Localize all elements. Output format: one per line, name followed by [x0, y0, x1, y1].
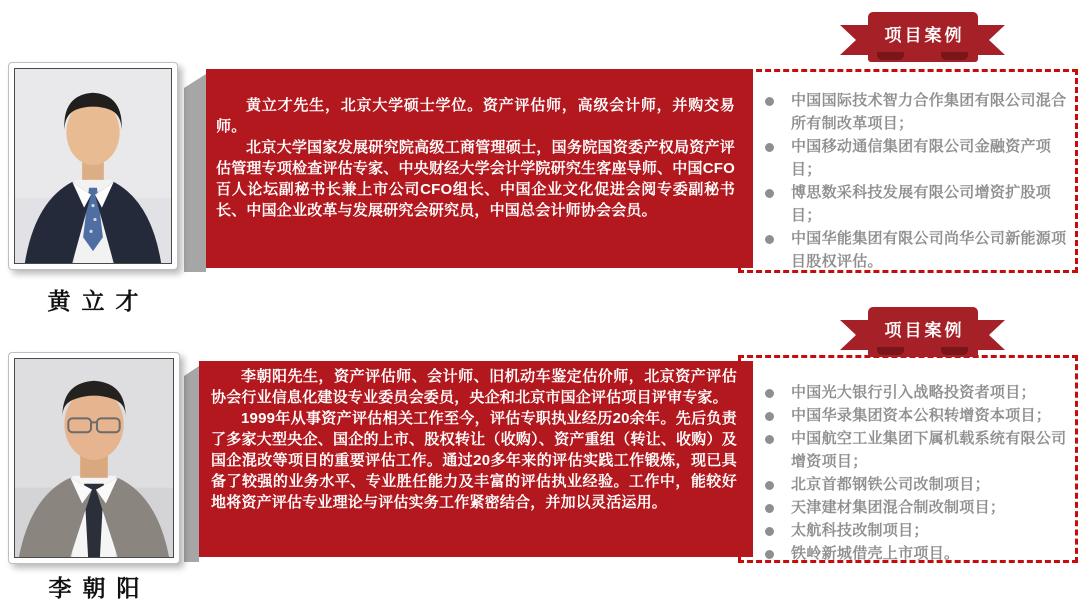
case-item	[765, 404, 1069, 427]
bio-panel	[199, 361, 753, 557]
case-item	[765, 181, 1069, 227]
bio-paragraph: 黄立才先生，北京大学硕士学位。资产评估师，高级会计师，并购交易师。	[216, 97, 735, 135]
case-list	[765, 381, 1069, 565]
case-item	[765, 227, 1069, 273]
portrait-photo-frame	[8, 352, 180, 564]
case-text: 太航科技改制项目；	[791, 522, 929, 539]
person-name: 李朝阳	[48, 575, 151, 601]
case-item	[765, 89, 1069, 135]
case-item	[765, 542, 1069, 565]
bio-panel	[206, 69, 753, 268]
bullet-icon	[765, 97, 774, 106]
cases-panel	[738, 69, 1078, 273]
bullet-icon	[765, 189, 774, 198]
portrait-photo-frame	[8, 62, 178, 270]
case-text: 中国华录集团资本公积转增资本项目；	[791, 407, 1052, 424]
bullet-icon	[765, 527, 774, 536]
cases-panel	[738, 355, 1078, 563]
bullet-icon	[765, 389, 774, 398]
bullet-icon	[765, 504, 774, 513]
case-item	[765, 519, 1069, 542]
ribbon-title: 项目案例	[884, 25, 965, 45]
profile-section-li	[0, 302, 1084, 604]
ribbon-fold-icon	[877, 347, 904, 355]
case-text: 中国国际技术智力合作集团有限公司混合所有制改革项目；	[791, 92, 1067, 132]
cases-ribbon	[840, 12, 1005, 76]
case-text: 铁岭新城借壳上市项目。	[791, 545, 960, 562]
bullet-icon	[765, 235, 774, 244]
case-item	[765, 473, 1069, 496]
portrait-photo	[14, 68, 172, 264]
bullet-icon	[765, 550, 774, 559]
case-text: 中国移动通信集团有限公司金融资产项目；	[791, 138, 1052, 178]
ribbon-fold-icon	[941, 52, 968, 60]
portrait-man-glasses-illustration	[15, 359, 173, 557]
bio-paragraph: 北京大学国家发展研究院高级工商管理硕士，国务院国资委产权局资产评估管理专项检查评估专家、中央财经大学会计学院研究生客座导师、中国CFO百人论坛副秘书长兼上市公司CFO组长、中国企业文化促进会阅专委副秘书长、中国企业改革与发展研究会研究员，中国总会计师协会会员。	[216, 139, 735, 219]
bullet-icon	[765, 435, 774, 444]
case-text: 中国光大银行引入战略投资者项目；	[791, 384, 1036, 401]
ribbon-title: 项目案例	[884, 320, 965, 340]
case-item	[765, 381, 1069, 404]
case-text: 中国航空工业集团下属机载系统有限公司增资项目；	[791, 430, 1067, 470]
case-text: 中国华能集团有限公司尚华公司新能源项目股权评估。	[791, 230, 1067, 270]
bio-paragraph: 1999年从事资产评估相关工作至今，评估专职执业经历20余年。先后负责了多家大型央企、国企的上市、股权转让（收购）、资产重组（转让、收购）及国企混改等项目的重要评估工作。通过20多年来的评估实践工作锻炼，现已具备了较强的业务水平、专业胜任能力及丰富的评估执业经验。工作中，能较好地将资产评估专业理论与评估实务工作紧密结合，并加以灵活运用。	[211, 410, 737, 511]
cases-ribbon	[840, 307, 1005, 371]
case-text: 博思数采科技发展有限公司增资扩股项目；	[791, 184, 1052, 224]
portrait-man-suit-illustration	[15, 69, 171, 263]
portrait-photo	[14, 358, 174, 558]
case-item	[765, 427, 1069, 473]
bullet-icon	[765, 412, 774, 421]
bullet-icon	[765, 481, 774, 490]
ribbon-fold-icon	[941, 347, 968, 355]
shadow-bar	[184, 74, 206, 272]
case-list	[765, 89, 1069, 273]
shadow-bar	[184, 366, 199, 562]
case-text: 北京首都钢铁公司改制项目；	[791, 476, 990, 493]
ribbon-fold-icon	[877, 52, 904, 60]
case-text: 天津建材集团混合制改制项目；	[791, 499, 1006, 516]
person-name: 黄立才	[47, 288, 150, 314]
case-item	[765, 496, 1069, 519]
bio-paragraph: 李朝阳先生，资产评估师、会计师、旧机动车鉴定估价师，北京资产评估协会行业信息化建设专业委员会委员，央企和北京市国企评估项目评审专家。	[211, 368, 737, 406]
case-item	[765, 135, 1069, 181]
bullet-icon	[765, 143, 774, 152]
